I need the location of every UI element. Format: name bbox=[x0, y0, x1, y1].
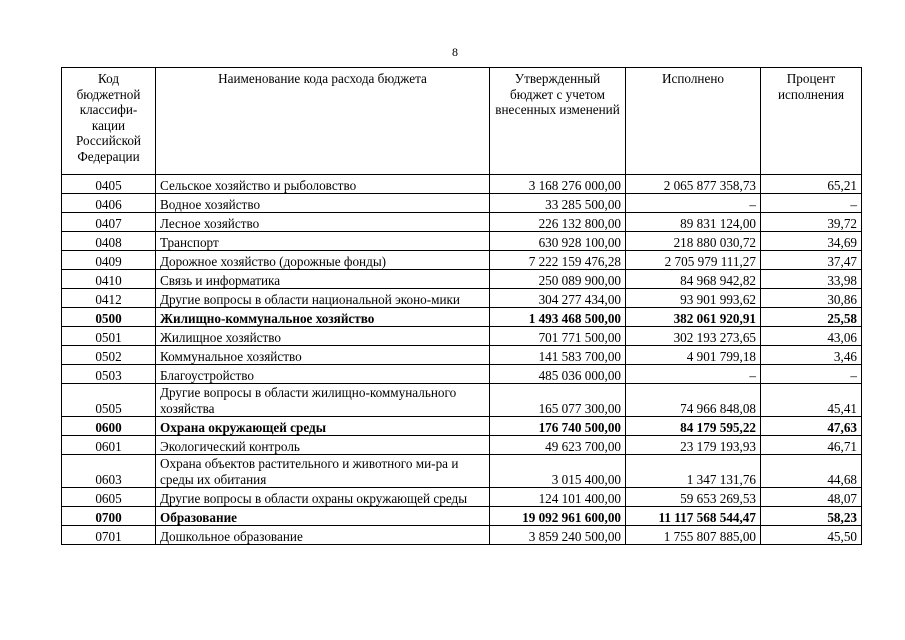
row-code: 0405 bbox=[62, 175, 156, 194]
row-budget: 304 277 434,00 bbox=[490, 289, 626, 308]
row-name: Сельское хозяйство и рыболовство bbox=[156, 175, 490, 194]
table-row bbox=[62, 251, 862, 270]
table-row bbox=[62, 526, 862, 545]
row-pct: 46,71 bbox=[761, 436, 862, 455]
row-name: Жилищно-коммунальное хозяйство bbox=[156, 308, 490, 327]
row-done: 2 065 877 358,73 bbox=[626, 175, 761, 194]
row-code: 0406 bbox=[62, 194, 156, 213]
row-budget: 176 740 500,00 bbox=[490, 417, 626, 436]
row-pct: 37,47 bbox=[761, 251, 862, 270]
table-row bbox=[62, 346, 862, 365]
row-pct: 3,46 bbox=[761, 346, 862, 365]
table-row bbox=[62, 308, 862, 327]
row-code: 0409 bbox=[62, 251, 156, 270]
table-row bbox=[62, 436, 862, 455]
row-name: Дорожное хозяйство (дорожные фонды) bbox=[156, 251, 490, 270]
row-done: 4 901 799,18 bbox=[626, 346, 761, 365]
row-name: Охрана объектов растительного и животного ми-ра и среды их обитания bbox=[156, 455, 490, 488]
row-budget: 124 101 400,00 bbox=[490, 488, 626, 507]
row-done: – bbox=[626, 194, 761, 213]
row-name: Жилищное хозяйство bbox=[156, 327, 490, 346]
row-code: 0605 bbox=[62, 488, 156, 507]
row-budget: 485 036 000,00 bbox=[490, 365, 626, 384]
table-header-row bbox=[62, 68, 862, 175]
row-code: 0601 bbox=[62, 436, 156, 455]
table-row bbox=[62, 175, 862, 194]
row-budget: 3 168 276 000,00 bbox=[490, 175, 626, 194]
table-row bbox=[62, 213, 862, 232]
page-number: 8 bbox=[452, 45, 458, 59]
row-pct: 39,72 bbox=[761, 213, 862, 232]
row-done: 302 193 273,65 bbox=[626, 327, 761, 346]
header-code: Код бюджетной классифи-кации Российской Федерации bbox=[62, 68, 156, 175]
table-row bbox=[62, 507, 862, 526]
row-name: Водное хозяйство bbox=[156, 194, 490, 213]
row-budget: 3 859 240 500,00 bbox=[490, 526, 626, 545]
row-budget: 701 771 500,00 bbox=[490, 327, 626, 346]
row-name: Образование bbox=[156, 507, 490, 526]
header-budget: Утвержденный бюджет с учетом внесенных изменений bbox=[490, 68, 626, 175]
row-done: 84 179 595,22 bbox=[626, 417, 761, 436]
row-done: 218 880 030,72 bbox=[626, 232, 761, 251]
row-done: – bbox=[626, 365, 761, 384]
row-done: 93 901 993,62 bbox=[626, 289, 761, 308]
row-code: 0701 bbox=[62, 526, 156, 545]
row-name: Другие вопросы в области национальной эконо-мики bbox=[156, 289, 490, 308]
row-done: 1 755 807 885,00 bbox=[626, 526, 761, 545]
table-row bbox=[62, 270, 862, 289]
row-code: 0500 bbox=[62, 308, 156, 327]
row-code: 0603 bbox=[62, 455, 156, 488]
row-done: 11 117 568 544,47 bbox=[626, 507, 761, 526]
row-budget: 1 493 468 500,00 bbox=[490, 308, 626, 327]
row-done: 74 966 848,08 bbox=[626, 384, 761, 417]
row-done: 59 653 269,53 bbox=[626, 488, 761, 507]
row-code: 0503 bbox=[62, 365, 156, 384]
row-name: Другие вопросы в области охраны окружающей среды bbox=[156, 488, 490, 507]
row-budget: 141 583 700,00 bbox=[490, 346, 626, 365]
row-pct: 34,69 bbox=[761, 232, 862, 251]
row-pct: 47,63 bbox=[761, 417, 862, 436]
row-code: 0505 bbox=[62, 384, 156, 417]
table-row bbox=[62, 289, 862, 308]
table-row bbox=[62, 232, 862, 251]
table-row bbox=[62, 384, 862, 417]
row-budget: 165 077 300,00 bbox=[490, 384, 626, 417]
row-budget: 49 623 700,00 bbox=[490, 436, 626, 455]
row-pct: 65,21 bbox=[761, 175, 862, 194]
row-code: 0412 bbox=[62, 289, 156, 308]
row-pct: 43,06 bbox=[761, 327, 862, 346]
row-pct: 45,41 bbox=[761, 384, 862, 417]
row-budget: 226 132 800,00 bbox=[490, 213, 626, 232]
row-code: 0410 bbox=[62, 270, 156, 289]
header-name: Наименование кода расхода бюджета bbox=[156, 68, 490, 175]
row-pct: 58,23 bbox=[761, 507, 862, 526]
row-name: Связь и информатика bbox=[156, 270, 490, 289]
row-budget: 250 089 900,00 bbox=[490, 270, 626, 289]
row-pct: – bbox=[761, 365, 862, 384]
row-code: 0700 bbox=[62, 507, 156, 526]
row-name: Лесное хозяйство bbox=[156, 213, 490, 232]
header-pct: Процент исполнения bbox=[761, 68, 862, 175]
row-done: 1 347 131,76 bbox=[626, 455, 761, 488]
row-done: 382 061 920,91 bbox=[626, 308, 761, 327]
row-pct: 48,07 bbox=[761, 488, 862, 507]
row-pct: 45,50 bbox=[761, 526, 862, 545]
row-pct: 44,68 bbox=[761, 455, 862, 488]
table-row bbox=[62, 417, 862, 436]
header-done: Исполнено bbox=[626, 68, 761, 175]
table-row bbox=[62, 455, 862, 488]
row-name: Дошкольное образование bbox=[156, 526, 490, 545]
row-pct: 25,58 bbox=[761, 308, 862, 327]
row-code: 0501 bbox=[62, 327, 156, 346]
row-budget: 630 928 100,00 bbox=[490, 232, 626, 251]
table-row bbox=[62, 365, 862, 384]
row-done: 23 179 193,93 bbox=[626, 436, 761, 455]
budget-table bbox=[61, 67, 862, 545]
row-budget: 7 222 159 476,28 bbox=[490, 251, 626, 270]
row-budget: 3 015 400,00 bbox=[490, 455, 626, 488]
table-row bbox=[62, 488, 862, 507]
row-name: Охрана окружающей среды bbox=[156, 417, 490, 436]
row-code: 0502 bbox=[62, 346, 156, 365]
row-pct: 33,98 bbox=[761, 270, 862, 289]
row-budget: 19 092 961 600,00 bbox=[490, 507, 626, 526]
row-budget: 33 285 500,00 bbox=[490, 194, 626, 213]
row-name: Другие вопросы в области жилищно-коммунального хозяйства bbox=[156, 384, 490, 417]
row-code: 0600 bbox=[62, 417, 156, 436]
row-pct: – bbox=[761, 194, 862, 213]
row-done: 84 968 942,82 bbox=[626, 270, 761, 289]
table-row bbox=[62, 194, 862, 213]
table-row bbox=[62, 327, 862, 346]
row-name: Коммунальное хозяйство bbox=[156, 346, 490, 365]
row-done: 89 831 124,00 bbox=[626, 213, 761, 232]
row-code: 0408 bbox=[62, 232, 156, 251]
row-code: 0407 bbox=[62, 213, 156, 232]
row-name: Транспорт bbox=[156, 232, 490, 251]
row-name: Экологический контроль bbox=[156, 436, 490, 455]
row-pct: 30,86 bbox=[761, 289, 862, 308]
row-name: Благоустройство bbox=[156, 365, 490, 384]
row-done: 2 705 979 111,27 bbox=[626, 251, 761, 270]
